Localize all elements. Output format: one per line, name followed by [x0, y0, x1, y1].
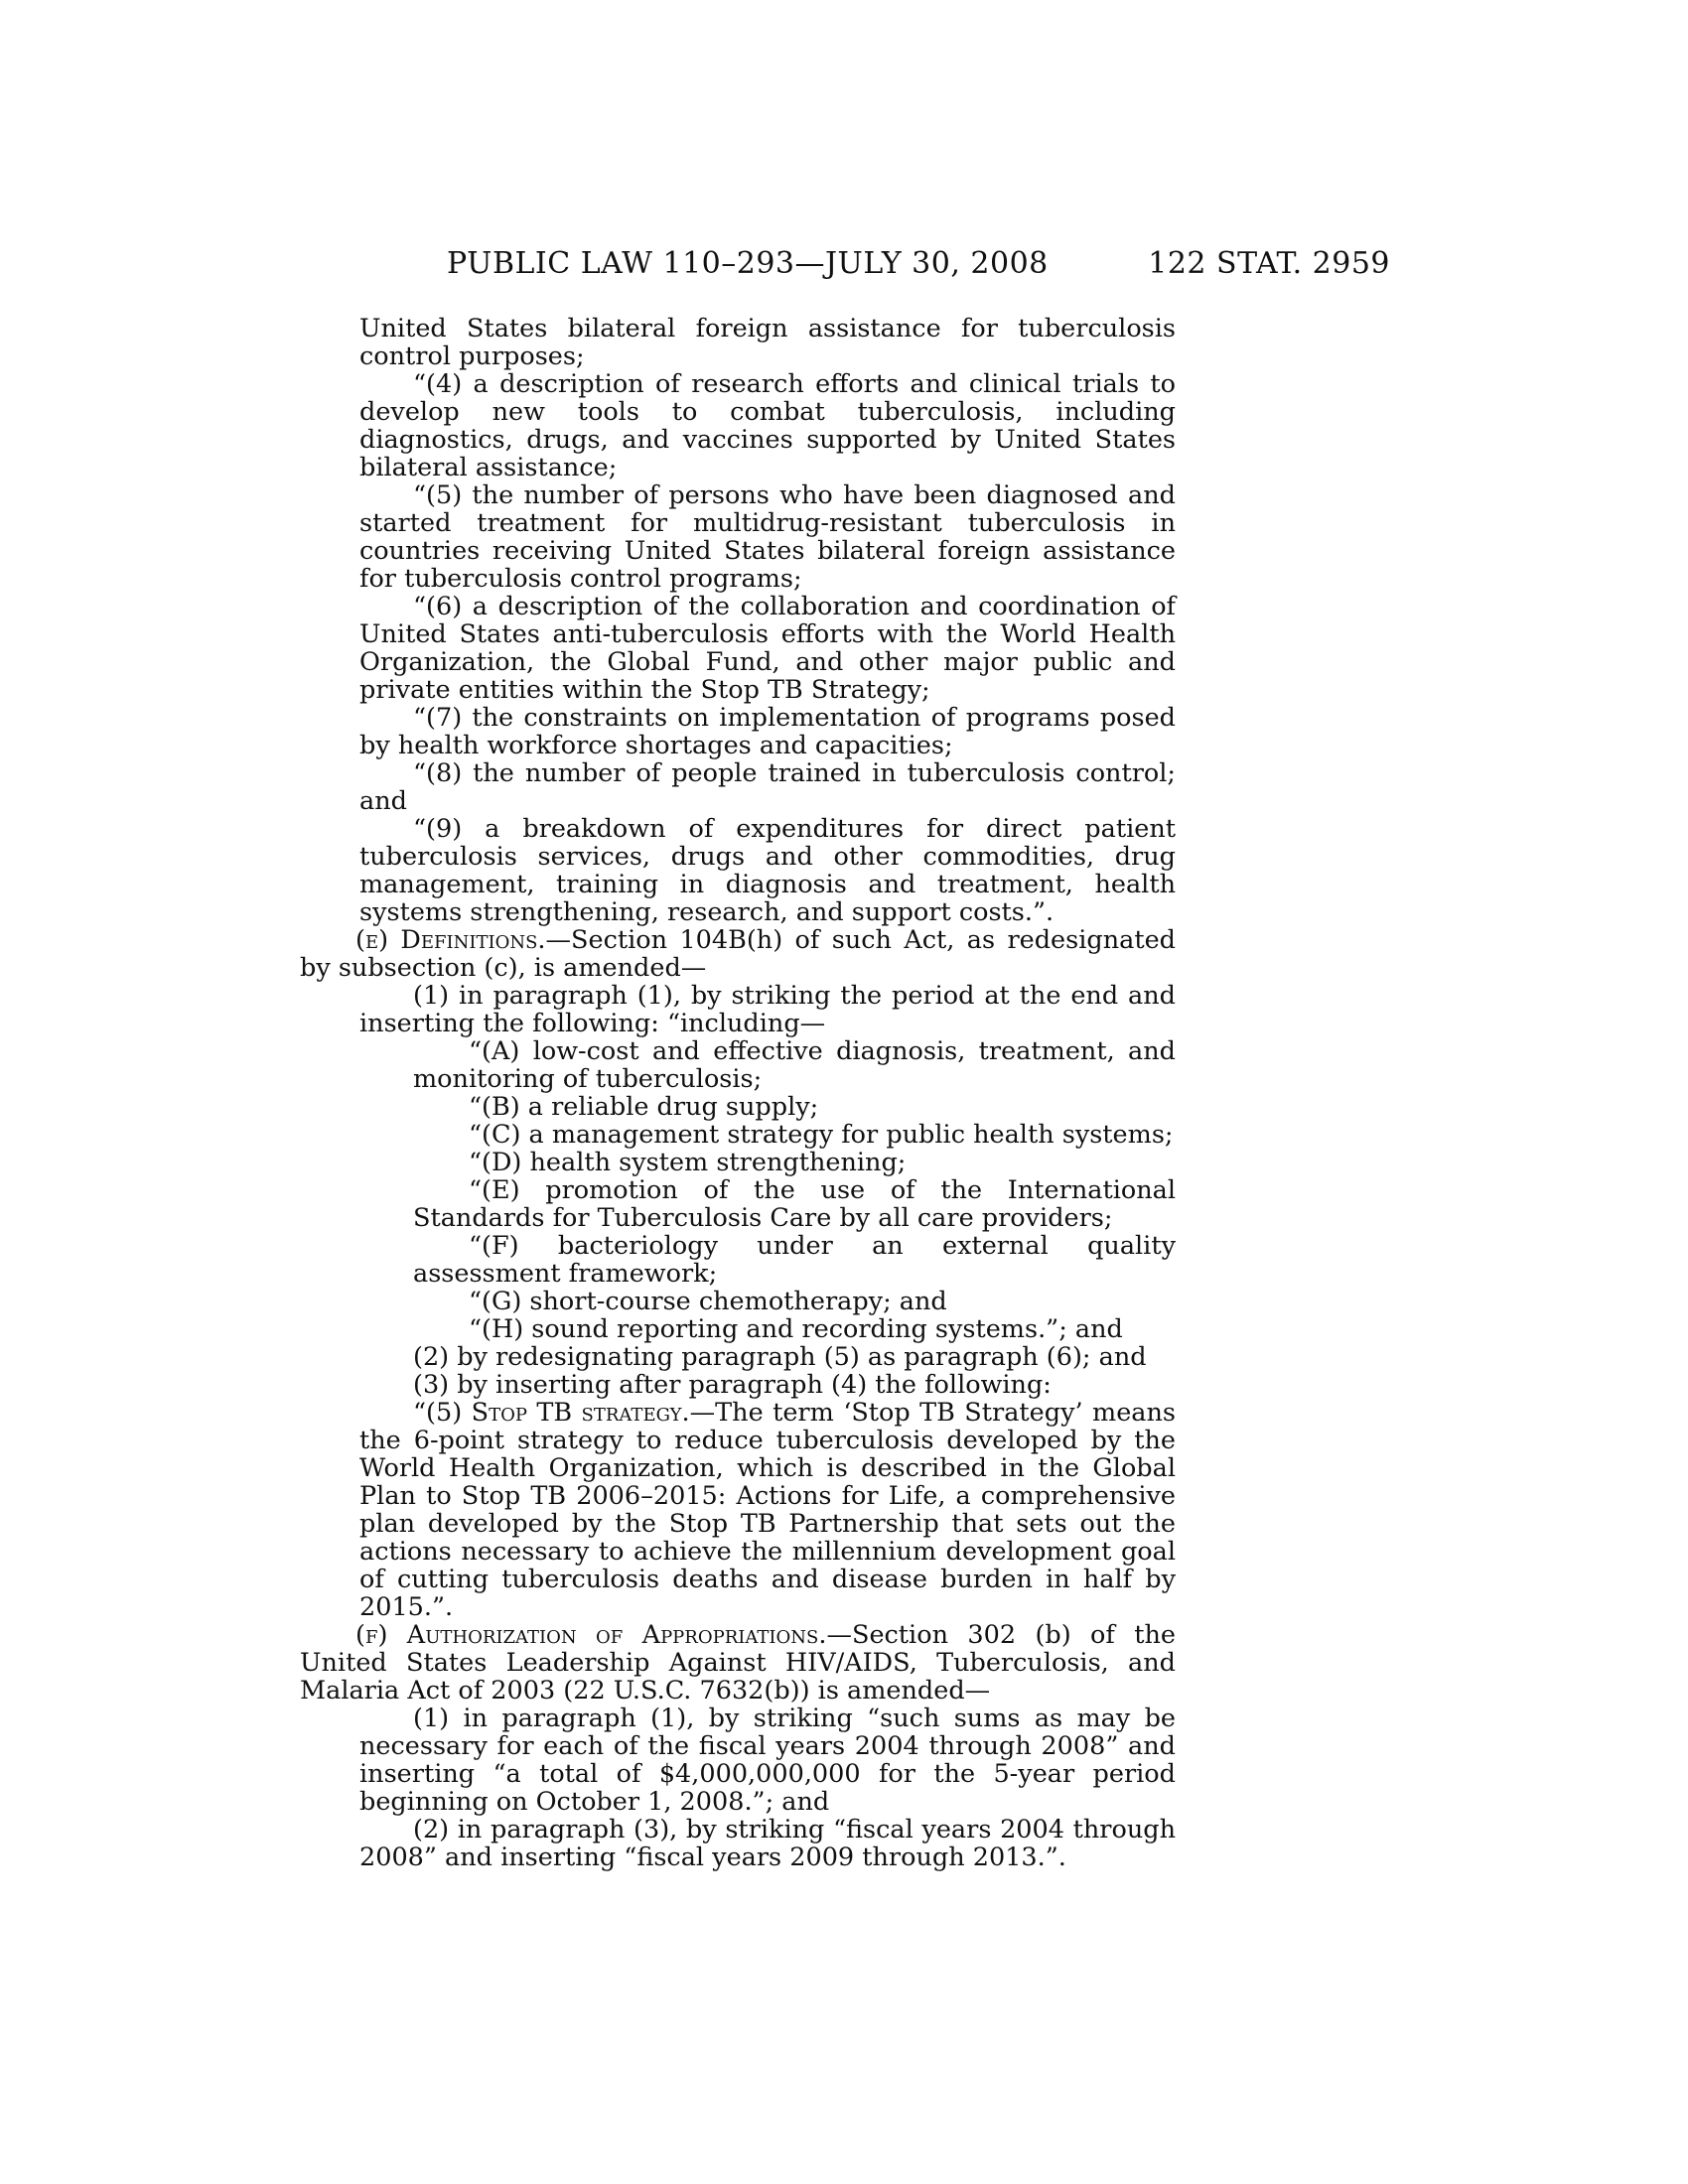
- paragraph-item-5: “(5) the number of persons who have been diagnosed and started treatment for multidrug-resistant tuberculosis in countries receiving United States bilateral foreign assistance for tuberculosis control programs;: [359, 480, 1176, 594]
- clause-f-2: (2) in paragraph (3), by striking “fiscal years 2004 through 2008” and inserting “fiscal years 2009 through 2013.”.: [359, 1815, 1176, 1872]
- paragraph-item-4: “(4) a description of research efforts and clinical trials to develop new tools to combat tuberculosis, including diagnostics, drugs, and vaccines supported by United States bilateral assistance;: [359, 369, 1176, 482]
- clause-e-3: (3) by inserting after paragraph (4) the following:: [413, 1370, 1052, 1400]
- paragraph-item-9: “(9) a breakdown of expenditures for direct patient tuberculosis services, drugs and other commodities, drug management, training in diagnosis and treatment, health systems strengthening, research, and support costs.”.: [359, 814, 1176, 927]
- subsection-f-authorization: [300, 1621, 1176, 1705]
- clause-e-1-F: “(F) bacteriology under an external quality assessment framework;: [413, 1231, 1176, 1289]
- subsection-e-caption: (e) Definitions.: [355, 925, 546, 955]
- stop-tb-caption: Stop TB strategy.: [471, 1398, 690, 1428]
- clause-e-1-A: “(A) low-cost and effective diagnosis, treatment, and monitoring of tuberculosis;: [413, 1036, 1176, 1094]
- page-body: [300, 315, 1176, 1871]
- paragraph-item-6: “(6) a description of the collaboration and coordination of United States anti-tuberculosis efforts with the World Health Organization, the Global Fund, and other major public and private entities within the Stop TB Strategy;: [359, 592, 1176, 705]
- page-header: [298, 246, 1390, 296]
- clause-e-1: (1) in paragraph (1), by striking the period at the end and inserting the following: “including—: [359, 981, 1176, 1038]
- running-head-title: PUBLIC LAW 110–293—JULY 30, 2008: [447, 246, 1049, 281]
- paragraph-continuation: United States bilateral foreign assistance for tuberculosis control purposes;: [359, 314, 1176, 371]
- subsection-f-text: —Section 302 (b) of the United States Leadership Against HIV/AIDS, Tuberculosis, and Malaria Act of 2003 (22 U.S.C. 7632(b)) is amended—: [300, 1620, 1176, 1706]
- clause-e-1-E: “(E) promotion of the use of the International Standards for Tuberculosis Care by all care providers;: [413, 1175, 1176, 1233]
- subsection-e-definitions: [300, 926, 1176, 982]
- clause-e-1-G: “(G) short-course chemotherapy; and: [469, 1287, 947, 1316]
- subsection-e-text: —Section 104B(h) of such Act, as redesignated by subsection (c), is amended—: [300, 925, 1176, 983]
- clause-e-1-H: “(H) sound reporting and recording systems.”; and: [469, 1314, 1123, 1344]
- clause-e-1-C: “(C) a management strategy for public health systems;: [469, 1120, 1174, 1150]
- subsection-f-caption: (f) Authorization of Appropriations.: [355, 1620, 827, 1650]
- stop-tb-text: —The term ‘Stop TB Strategy’ means the 6-point strategy to reduce tuberculosis developed by the World Health Organization, which is described in the Global Plan to Stop TB 2006–2015: Actions for Life, a comprehensive plan developed by the Stop TB Partnership that sets out the actions necessary to achieve the millennium development goal of cutting tuberculosis deaths and disease burden in half by 2015.”.: [359, 1398, 1177, 1622]
- clause-e-3-stop-tb-strategy: [300, 1399, 1176, 1621]
- clause-e-2: (2) by redesignating paragraph (5) as paragraph (6); and: [413, 1342, 1147, 1372]
- stop-tb-lead: “(5): [413, 1398, 472, 1428]
- paragraph-item-8: “(8) the number of people trained in tuberculosis control; and: [359, 758, 1176, 816]
- clause-e-1-B: “(B) a reliable drug supply;: [469, 1092, 819, 1122]
- statute-page-number: 122 STAT. 2959: [1148, 246, 1390, 281]
- paragraph-item-7: “(7) the constraints on implementation of programs posed by health workforce shortages and capacities;: [359, 703, 1176, 760]
- clause-f-1: (1) in paragraph (1), by striking “such sums as may be necessary for each of the fiscal years 2004 through 2008” and inserting “a total of $4,000,000,000 for the 5-year period beginning on October 1, 2008.”; and: [359, 1704, 1176, 1817]
- clause-e-1-D: “(D) health system strengthening;: [469, 1148, 907, 1177]
